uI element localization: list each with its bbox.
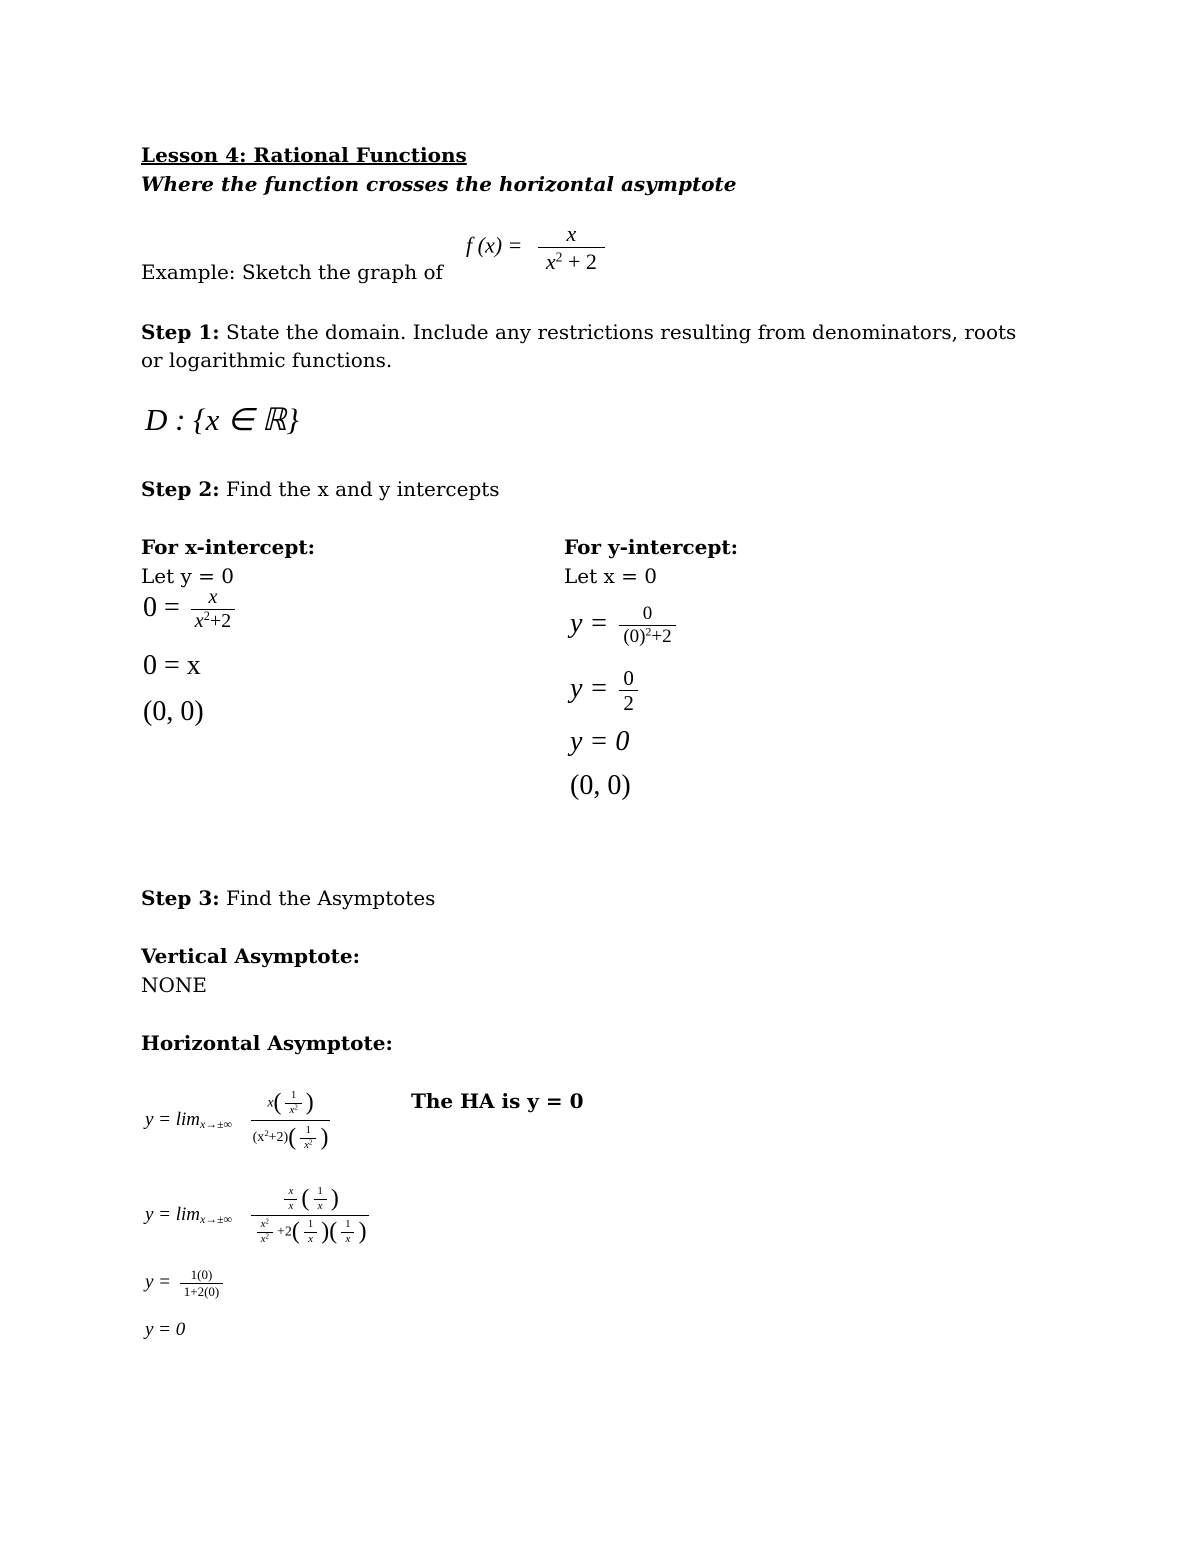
example-function: [466, 222, 609, 273]
limit2-den-a-den-exp: 2: [265, 1232, 269, 1240]
step1-line2: or logarithmic functions.: [141, 348, 393, 372]
limit2-num-a-den: x: [284, 1199, 297, 1213]
paren-close-2: ): [320, 1124, 329, 1151]
limit1-den-left: [253, 1130, 289, 1145]
step3-text: Find the Asymptotes: [226, 886, 436, 910]
eq1-denominator: [191, 609, 235, 632]
y-intercept-eq1: [570, 604, 680, 647]
function-fraction: [538, 222, 605, 273]
limit1-numerator: [251, 1090, 329, 1120]
limit2-den-b-num: 1: [307, 1218, 314, 1231]
function-numerator: x: [566, 221, 577, 246]
eq1-den-exp: 2: [203, 609, 210, 624]
limit2-sub: x→±∞: [200, 1212, 232, 1226]
va-heading: Vertical Asymptote:: [141, 944, 360, 968]
y-eq1-den-rest: +2: [651, 625, 672, 647]
paren-close-4: ): [321, 1218, 330, 1245]
limit2-num-b-num: 1: [317, 1185, 323, 1197]
limit2-den-a-num: [257, 1219, 273, 1232]
ha-heading: Horizontal Asymptote:: [141, 1031, 393, 1055]
y-eq1-numerator: 0: [642, 603, 653, 624]
lesson-subtitle: Where the function crosses the horizontal asymptote: [141, 172, 737, 196]
paren-open: (: [273, 1089, 282, 1116]
x-intercept-heading: For x-intercept:: [141, 535, 315, 559]
eq1-den-base: x: [194, 610, 204, 632]
step1-line1: [141, 320, 1016, 344]
limit1-den-fraction: [300, 1125, 316, 1151]
domain-statement: D : {x ∈ ℝ}: [145, 402, 299, 437]
limit1-inner-fraction: [285, 1090, 301, 1116]
x-intercept-eq1: [143, 587, 239, 632]
y-eq1-denominator: [619, 625, 675, 647]
function-denominator: [538, 247, 605, 273]
limit3-fraction: [180, 1268, 224, 1298]
y-eq2-numerator: 0: [623, 666, 634, 690]
paren-close: ): [305, 1089, 314, 1116]
y-eq2-fraction: [619, 667, 638, 714]
x-intercept-eq2: 0 = x: [143, 650, 201, 681]
limit2-denominator: [251, 1215, 369, 1245]
y-intercept-point: (0, 0): [570, 770, 631, 801]
eq1-den-rest: +2: [209, 610, 232, 632]
limit1-den-frac-den: [300, 1138, 316, 1152]
example-label: Example: Sketch the graph of: [141, 260, 443, 284]
paren-close-3: ): [330, 1185, 339, 1212]
limit2-den-c-den: x: [341, 1232, 354, 1246]
limit2-den-c: [341, 1219, 355, 1245]
limit1-denominator: [251, 1120, 331, 1151]
step2-label: Step 2:: [141, 477, 220, 501]
limit-line-1: [145, 1090, 334, 1151]
va-value: NONE: [141, 973, 207, 997]
limit2-numerator: [256, 1186, 362, 1215]
y-eq1-fraction: [619, 604, 675, 647]
function-lhs: f (x) =: [466, 232, 523, 258]
limit2-den-b-den: x: [304, 1232, 317, 1246]
y-eq1-lhs: y =: [570, 607, 609, 639]
step3-line: [141, 886, 435, 910]
step1-text: State the domain. Include any restrictions resulting from denominators, roots: [226, 320, 1017, 344]
paren-close-5: ): [358, 1218, 367, 1245]
limit2-lhs: y = lim: [145, 1203, 201, 1225]
y-eq1-den-base: (0): [623, 625, 646, 647]
limit1-inner-den-exp: 2: [294, 1103, 298, 1111]
limit1-inner-den: [285, 1103, 301, 1117]
limit1-den-frac-den-exp: 2: [309, 1138, 313, 1146]
limit1-lhs: y = lim: [145, 1108, 201, 1130]
limit1-den-left-base: (x: [252, 1130, 265, 1146]
paren-open-3: (: [301, 1185, 310, 1212]
step2-text: Find the x and y intercepts: [226, 477, 500, 501]
limit2-num-b-den: x: [314, 1199, 327, 1213]
ha-result: The HA is y = 0: [411, 1089, 584, 1113]
limit1-den-left-exp: 2: [264, 1128, 269, 1139]
y-eq2-lhs: y =: [570, 672, 609, 704]
limit3-lhs: y =: [145, 1271, 172, 1293]
y-eq2-denominator: 2: [619, 690, 638, 714]
limit2-num-a: [284, 1186, 297, 1212]
limit-line-4: y = 0: [145, 1319, 186, 1340]
limit1-inner-den-base: x: [289, 1103, 295, 1116]
limit2-fraction: [251, 1186, 369, 1245]
lesson-title: Lesson 4: Rational Functions: [141, 143, 467, 167]
limit2-den-mid: +2: [276, 1224, 292, 1240]
eq1-numerator: x: [208, 586, 218, 608]
step1-label: Step 1:: [141, 320, 220, 344]
y-intercept-let: Let x = 0: [564, 564, 657, 588]
limit1-sub: x→±∞: [200, 1117, 232, 1131]
step2-line: [141, 477, 500, 501]
limit2-den-a-den-base: x: [260, 1232, 266, 1245]
den-rest: + 2: [562, 249, 597, 275]
x-intercept-let: Let y = 0: [141, 564, 235, 588]
limit2-num-a-num: x: [288, 1185, 294, 1197]
limit3-numerator: 1(0): [190, 1267, 213, 1282]
limit-line-3: [145, 1268, 227, 1298]
y-intercept-eq2: [570, 667, 642, 714]
y-eq1-den-exp: 2: [645, 625, 652, 639]
limit2-den-a-num-exp: 2: [265, 1218, 269, 1226]
y-intercept-eq3: y = 0: [570, 726, 630, 757]
limit2-num-b: [313, 1186, 327, 1212]
limit2-den-a-den: [257, 1232, 273, 1246]
limit1-fraction: [251, 1090, 331, 1151]
limit2-den-a: [257, 1219, 273, 1245]
limit2-den-b: [304, 1219, 318, 1245]
den-base: x: [545, 249, 556, 275]
paren-open-4: (: [291, 1218, 300, 1245]
limit2-den-a-num-base: x: [260, 1218, 266, 1231]
limit1-den-frac-den-base: x: [304, 1138, 310, 1151]
limit3-denominator: 1+2(0): [180, 1283, 224, 1299]
step3-label: Step 3:: [141, 886, 220, 910]
limit1-num-x: x: [267, 1095, 274, 1111]
limit1-den-left-rest: +2): [268, 1130, 289, 1146]
limit1-den-frac-num: 1: [305, 1124, 312, 1137]
eq1-lhs: 0 =: [143, 591, 180, 623]
den-exponent: 2: [555, 249, 563, 265]
limit-line-2: [145, 1186, 373, 1245]
x-intercept-point: (0, 0): [143, 696, 204, 727]
limit2-den-c-num: 1: [345, 1218, 351, 1231]
limit1-inner-num: 1: [290, 1089, 297, 1101]
eq1-fraction: [191, 587, 235, 632]
paren-open-5: (: [329, 1218, 338, 1245]
paren-open-2: (: [288, 1124, 297, 1151]
y-intercept-heading: For y-intercept:: [564, 535, 739, 559]
